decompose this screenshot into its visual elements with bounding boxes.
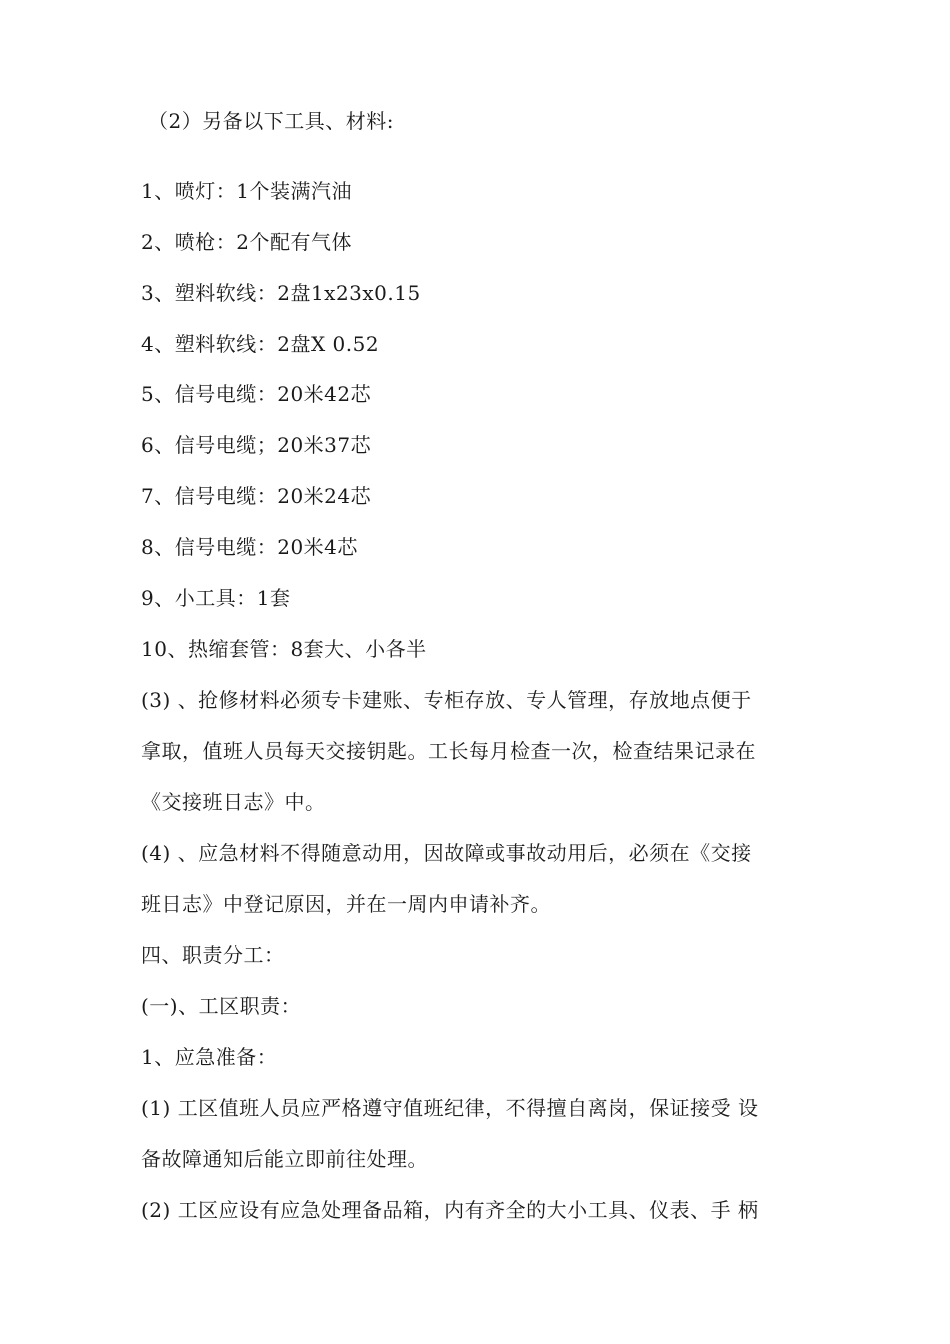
list-item: 8、信号电缆：20米4芯 bbox=[141, 535, 358, 559]
list-item: 4、塑料软线：2盘X 0.52 bbox=[141, 332, 380, 356]
list-item: 3、塑料软线：2盘1x23x0.15 bbox=[141, 281, 421, 305]
paragraph-line: (3) 、抢修材料必须专卡建账、专柜存放、专人管理，存放地点便于 bbox=[141, 688, 752, 712]
paragraph-line: 班日志》中登记原因，并在一周内申请补齐。 bbox=[141, 892, 551, 916]
list-item: 6、信号电缆；20米37芯 bbox=[141, 433, 372, 457]
list-item: 2、喷枪：2个配有气体 bbox=[141, 230, 352, 254]
list-item: 9、小工具：1套 bbox=[141, 586, 291, 610]
list-item: 1、喷灯：1个装满汽油 bbox=[141, 179, 352, 203]
paragraph-line: (1) 工区值班人员应严格遵守值班纪律，不得擅自离岗，保证接受 设 bbox=[141, 1096, 759, 1120]
list-item: 10、热缩套管：8套大、小各半 bbox=[141, 637, 427, 661]
paragraph-line: 《交接班日志》中。 bbox=[141, 790, 326, 814]
paragraph-line: (4) 、应急材料不得随意动用，因故障或事故动用后，必须在《交接 bbox=[141, 841, 752, 865]
subsection-heading: (一)、工区职责： bbox=[141, 994, 302, 1018]
list-item: 5、信号电缆：20米42芯 bbox=[141, 382, 372, 406]
subsection-heading: 1、应急准备： bbox=[141, 1045, 278, 1069]
list-item: 7、信号电缆：20米24芯 bbox=[141, 484, 372, 508]
paragraph-line: 拿取，值班人员每天交接钥匙。工长每月检查一次，检查结果记录在 bbox=[141, 739, 756, 763]
section-heading-duties: 四、职责分工： bbox=[141, 943, 285, 967]
paragraph-line: (2) 工区应设有应急处理备品箱，内有齐全的大小工具、仪表、手 柄 bbox=[141, 1198, 759, 1222]
section-heading-tools: （2）另备以下工具、材料: bbox=[148, 109, 394, 133]
paragraph-line: 备故障通知后能立即前往处理。 bbox=[141, 1147, 428, 1171]
